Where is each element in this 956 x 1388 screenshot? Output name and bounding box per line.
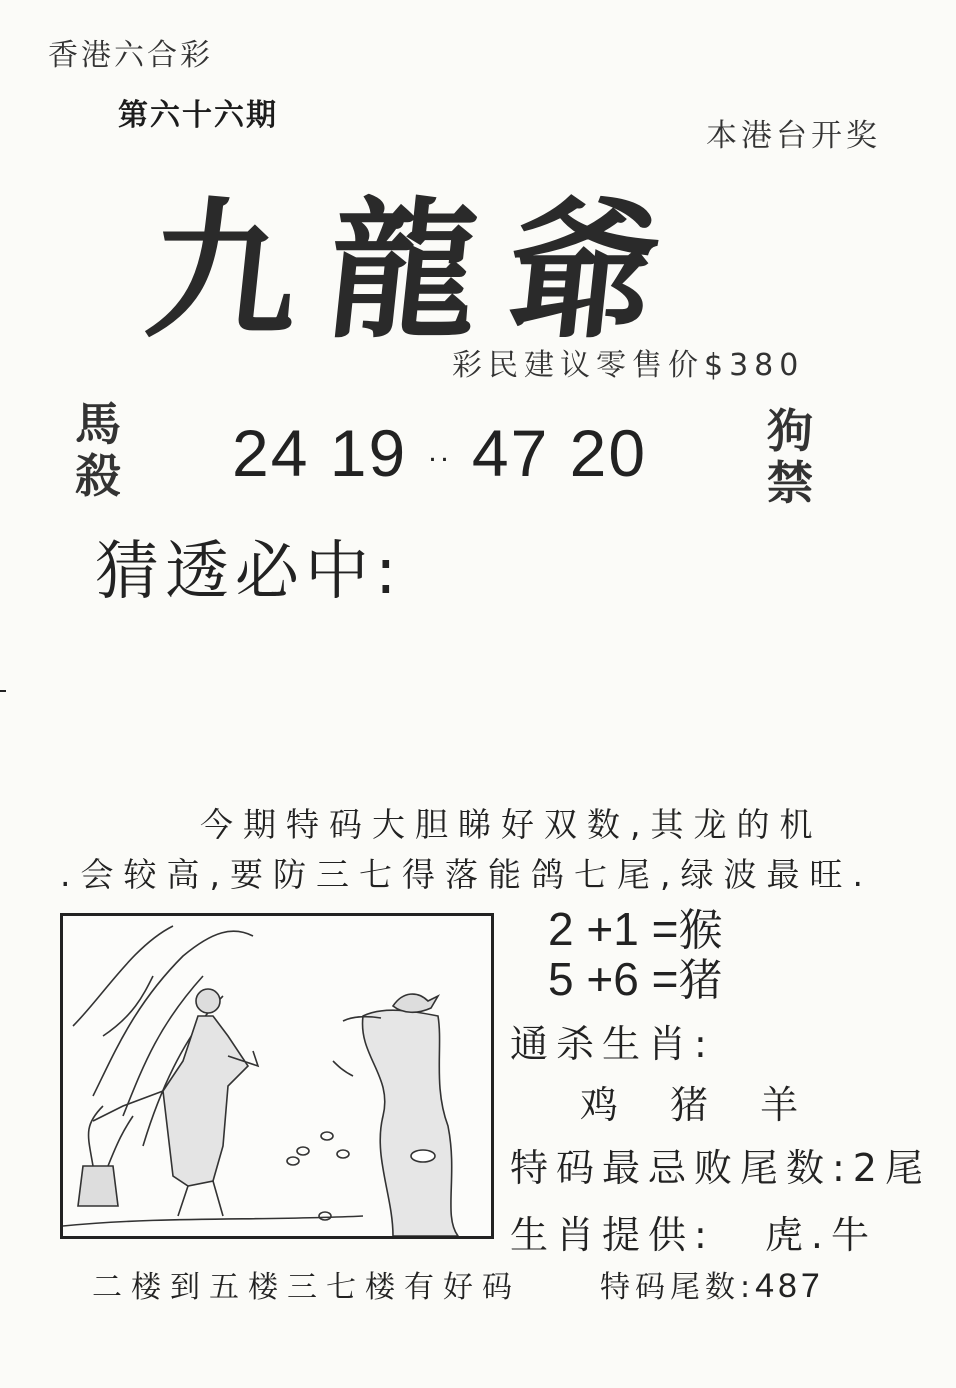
number-row: 24 19 ·· 47 20 [232,416,648,490]
formula-1-eq: = [651,903,679,955]
formula-2-eq: = [651,953,679,1005]
number-3: 47 [471,416,550,490]
footer-left: 二楼到五楼三七楼有好码 [92,1270,521,1305]
formula-row-2 [510,955,950,1005]
footer-right [600,1262,824,1306]
number-4: 20 [569,416,648,490]
margin-mark [0,690,6,692]
number-1: 24 [232,416,310,490]
header-top-left: 香港六合彩 [48,38,213,73]
zodiac-provide-values: 虎.牛 [764,1213,877,1257]
lottery-note: 本港台开奖 [706,118,881,154]
footer-tail-value: 487 [755,1267,824,1305]
formula-1-animal: 猴 [678,905,723,956]
formula-row-1 [510,905,950,955]
formula-1-expr: 2 +1 [548,903,639,955]
description-line-1: 今期特码大胆睇好双数,其龙的机 [200,805,823,844]
footer-tail-label: 特码尾数: [600,1270,756,1305]
zodiac-provide [510,1204,950,1259]
illustration-drawing [63,916,491,1236]
formula-2-expr: 5 +6 [548,953,639,1005]
number-2: 19 [329,416,408,490]
description [60,800,880,900]
right-info-block [510,905,950,1259]
main-title: 九龍爺 [139,183,698,359]
formula-2-animal: 猪 [678,955,723,1006]
zodiac-provide-label: 生肖提供: [510,1213,715,1257]
ban-label: 狗禁 [767,404,813,510]
tail-avoid: 特码最忌败尾数:2尾 [510,1146,931,1190]
illustration [60,913,494,1239]
kill-label: 馬殺 [75,397,121,503]
kill-zodiac-values: 鸡 猪 羊 [580,1083,807,1127]
issue-number: 第六十六期 [118,98,278,133]
price-note: 彩民建议零售价$380 [452,348,805,383]
guess-label: 猜透必中: [95,535,403,609]
description-line-2: .会较高,要防三七得落能鸽七尾,绿波最旺. [60,855,873,894]
kill-zodiac-label: 通杀生肖: [510,1022,715,1066]
